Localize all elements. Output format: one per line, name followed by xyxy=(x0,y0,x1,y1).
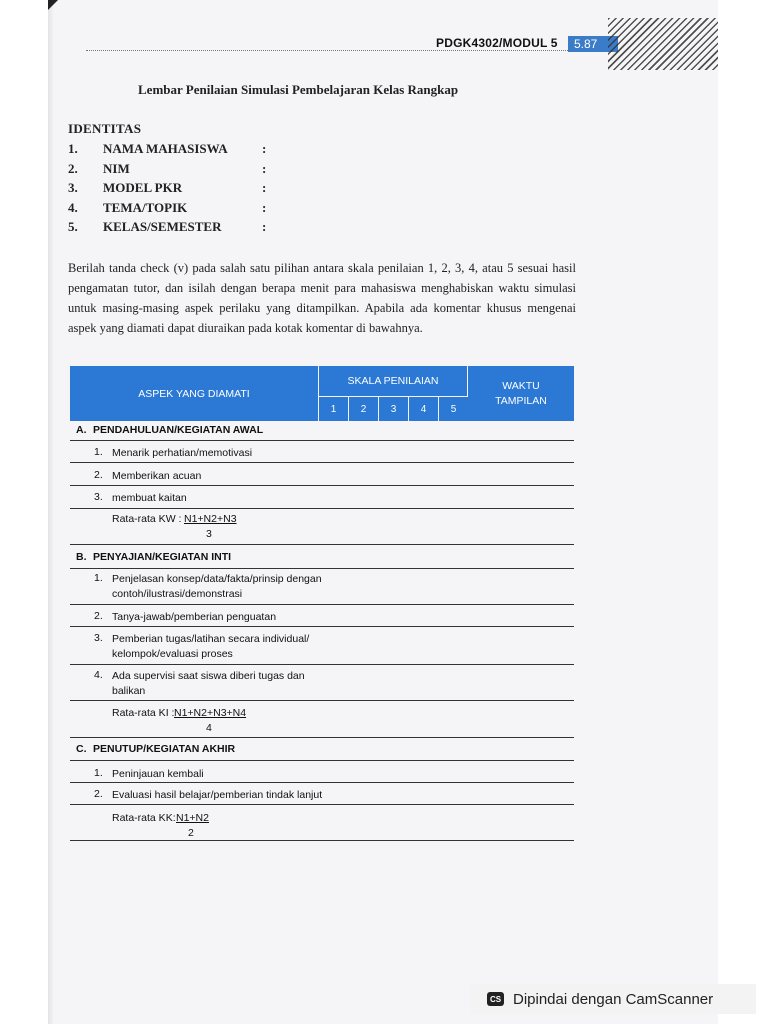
table-row xyxy=(70,572,574,606)
row-rule xyxy=(70,440,574,441)
item-text-line1: Pemberian tugas/latihan secara individual/ xyxy=(112,633,310,645)
item-number: 1. xyxy=(94,767,103,779)
identitas-number: 4. xyxy=(68,200,78,215)
average-row-ki xyxy=(70,707,574,739)
header-waktu-line1: WAKTU xyxy=(502,379,540,392)
header-hatch-decoration xyxy=(608,18,718,70)
identitas-row xyxy=(68,200,308,218)
row-rule xyxy=(70,760,574,761)
page-edge-shadow xyxy=(48,0,54,1024)
item-number: 2. xyxy=(94,788,103,800)
identitas-colon: : xyxy=(262,141,267,156)
item-number: 2. xyxy=(94,469,103,481)
header-waktu-line2: TAMPILAN xyxy=(495,394,547,407)
item-text-line1: Tanya-jawab/pemberian penguatan xyxy=(112,611,277,623)
section-title: PENUTUP/KEGIATAN AKHIR xyxy=(93,743,236,755)
item-text-line2: balikan xyxy=(112,685,146,697)
instructions-paragraph: Berilah tanda check (v) pada salah satu pilihan antara skala penilaian 1, 2, 3, 4, atau 5 sesuai hasil pengamatan tutor, dan isilah dengan berapa menit para mahasiswa menghabiskan waktu simulasi untuk masing-masing aspek perilaku yang ditampilkan. Apabila ada komentar khusus mengenai aspek yang diamati dapat diuraikan pada kotak komentar di bawahnya. xyxy=(68,261,576,335)
item-text-line1: Ada supervisi saat siswa diberi tugas dan xyxy=(112,670,305,682)
table-row xyxy=(70,632,574,666)
identitas-colon: : xyxy=(262,161,267,176)
average-formula: N1+N2+N3 xyxy=(184,513,237,525)
table-row xyxy=(70,491,574,509)
document-title: Lembar Penilaian Simulasi Pembelajaran Kelas Rangkap xyxy=(138,82,459,97)
table-row xyxy=(70,669,574,703)
scale-2: 2 xyxy=(349,397,378,421)
item-text-line2: kelompok/evaluasi proses xyxy=(112,648,233,660)
identitas-label: NAMA MAHASISWA xyxy=(103,141,228,156)
item-text: Evaluasi hasil belajar/pemberian tindak lanjut xyxy=(112,789,323,801)
row-rule xyxy=(70,700,574,701)
average-label: Rata-rata KW : xyxy=(112,513,182,525)
identitas-label: KELAS/SEMESTER xyxy=(103,219,222,234)
table-row xyxy=(70,469,574,487)
section-c-heading xyxy=(70,743,574,761)
section-letter: A. xyxy=(76,424,87,436)
average-divisor: 2 xyxy=(188,827,194,839)
row-rule xyxy=(70,604,574,605)
row-rule xyxy=(70,485,574,486)
identitas-number: 5. xyxy=(68,219,78,234)
row-rule xyxy=(70,462,574,463)
header-aspek: ASPEK YANG DIAMATI xyxy=(70,366,318,421)
identitas-label: NIM xyxy=(103,161,130,176)
header-dotted-rule xyxy=(86,50,588,51)
section-title: PENYAJIAN/KEGIATAN INTI xyxy=(93,551,232,563)
section-a-heading xyxy=(70,424,574,442)
section-letter: B. xyxy=(76,551,87,563)
identitas-row xyxy=(68,219,308,237)
identitas-colon: : xyxy=(262,219,267,234)
scale-1: 1 xyxy=(319,397,348,421)
average-divisor: 3 xyxy=(206,528,212,540)
row-rule xyxy=(70,804,574,805)
corner-mark xyxy=(48,0,58,10)
identitas-number: 2. xyxy=(68,161,78,176)
table-row xyxy=(70,446,574,464)
item-text: Memberikan acuan xyxy=(112,470,202,482)
row-rule xyxy=(70,544,574,545)
camscanner-watermark xyxy=(470,984,756,1014)
page-number: 5.87 xyxy=(568,36,618,52)
item-number: 2. xyxy=(94,610,103,622)
average-formula: N1+N2 xyxy=(176,812,209,824)
scale-5: 5 xyxy=(439,397,468,421)
row-rule xyxy=(70,840,574,841)
identitas-number: 1. xyxy=(68,141,78,156)
average-formula: N1+N2+N3+N4 xyxy=(174,707,247,719)
identitas-number: 3. xyxy=(68,180,78,195)
header-waktu xyxy=(468,366,574,421)
identitas-heading: IDENTITAS xyxy=(68,121,142,136)
document-page xyxy=(48,0,718,1024)
section-title: PENDAHULUAN/KEGIATAN AWAL xyxy=(93,424,264,436)
identitas-colon: : xyxy=(262,200,267,215)
item-text-line2: contoh/ilustrasi/demonstrasi xyxy=(112,588,243,600)
item-text-line1: Penjelasan konsep/data/fakta/prinsip dengan xyxy=(112,573,322,585)
scale-4: 4 xyxy=(409,397,438,421)
identitas-label: TEMA/TOPIK xyxy=(103,200,188,215)
row-rule xyxy=(70,626,574,627)
item-text: membuat kaitan xyxy=(112,492,187,504)
average-row-kk xyxy=(70,812,574,844)
module-code: PDGK4302/MODUL 5 xyxy=(436,36,558,50)
row-rule xyxy=(70,782,574,783)
assessment-table-header xyxy=(70,366,574,421)
section-letter: C. xyxy=(76,743,87,755)
identitas-row xyxy=(68,161,308,179)
item-number: 1. xyxy=(94,446,103,458)
identitas-row xyxy=(68,141,308,159)
row-rule xyxy=(70,568,574,569)
row-rule xyxy=(70,508,574,509)
average-divisor: 4 xyxy=(206,722,212,734)
item-text: Peninjauan kembali xyxy=(112,768,204,780)
average-label: Rata-rata KK: xyxy=(112,812,176,824)
item-number: 3. xyxy=(94,632,103,644)
table-row xyxy=(70,788,574,806)
identitas-label: MODEL PKR xyxy=(103,180,183,195)
scale-3: 3 xyxy=(379,397,408,421)
identitas-row xyxy=(68,180,308,198)
camscanner-text: Dipindai dengan CamScanner xyxy=(513,990,714,1008)
item-text: Menarik perhatian/memotivasi xyxy=(112,447,253,459)
table-row xyxy=(70,610,574,628)
camscanner-logo-icon: CS xyxy=(487,992,504,1006)
header-skala: SKALA PENILAIAN xyxy=(319,366,467,396)
average-row-kw xyxy=(70,513,574,545)
average-label: Rata-rata KI : xyxy=(112,707,175,719)
row-rule xyxy=(70,664,574,665)
row-rule xyxy=(70,737,574,738)
table-row xyxy=(70,767,574,785)
item-number: 4. xyxy=(94,669,103,681)
section-b-heading xyxy=(70,551,574,569)
identitas-colon: : xyxy=(262,180,267,195)
item-number: 3. xyxy=(94,491,103,503)
item-number: 1. xyxy=(94,572,103,584)
